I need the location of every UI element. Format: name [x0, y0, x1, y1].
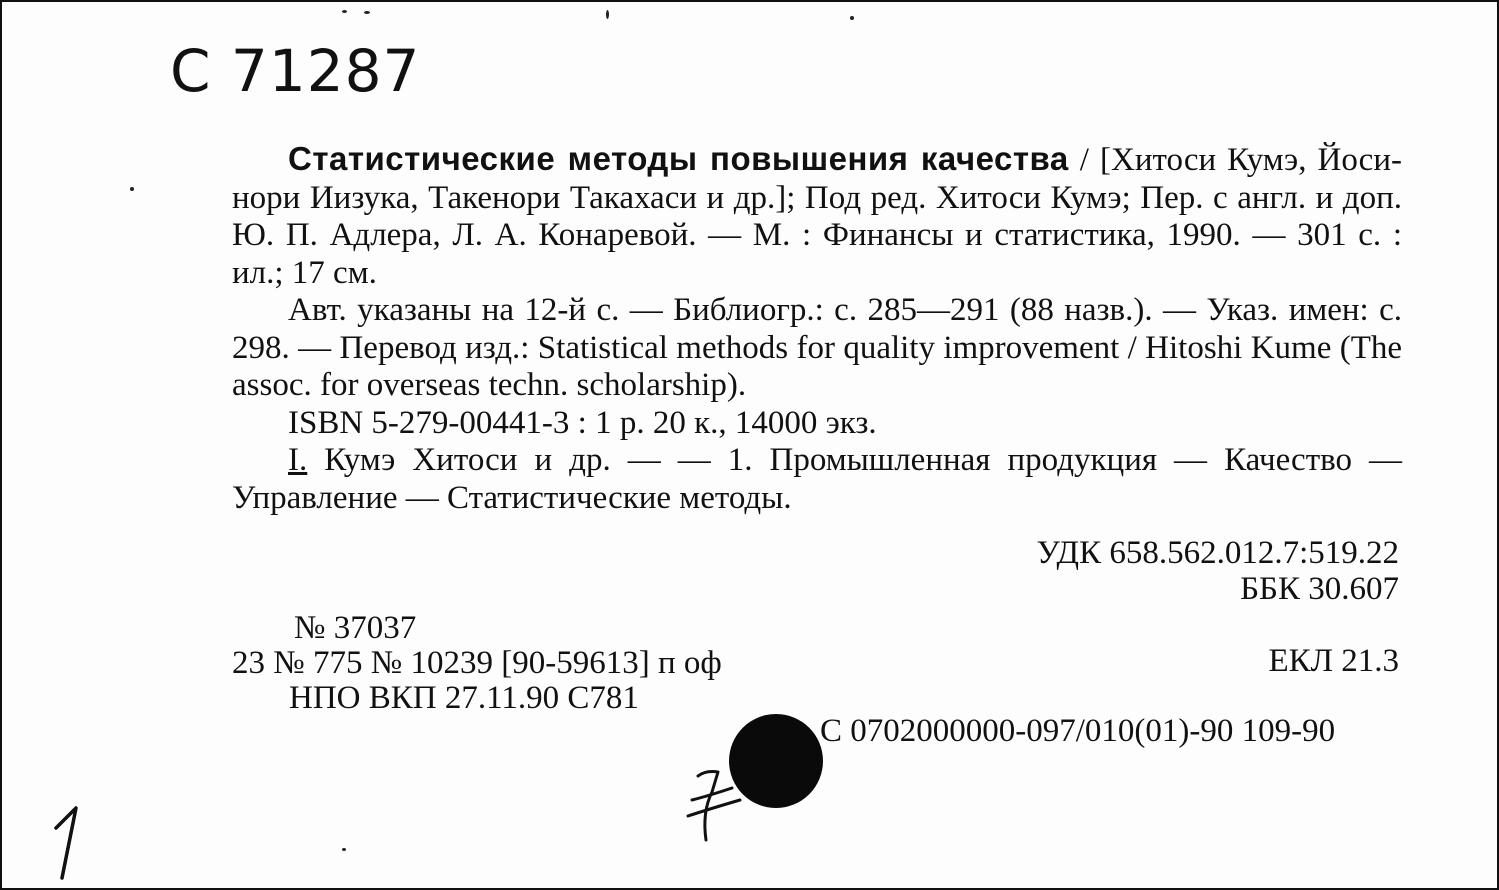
print-speck — [606, 10, 609, 19]
index-code: С 0702000000-097/010(01)-90 109-90 — [820, 713, 1336, 749]
registration-number: № 37037 — [294, 610, 417, 646]
tracings — [232, 442, 1402, 517]
responsibility-statement: / [Хитоси Кумэ, Йоси-нори Иизука, Такенори Такахаси и др.]; Под ред. Хитоси Кумэ; Пер. с англ. и доп. Ю. П. Адлера, Л. А. Конаревой. — М. : Финансы и статистика, 1990. — 301 с. : ил.; 17 см. — [232, 142, 1402, 291]
print-speck — [342, 848, 346, 851]
print-speck — [342, 10, 347, 13]
print-speck — [130, 187, 134, 191]
bibliographic-description — [232, 140, 1402, 517]
print-speck — [364, 11, 370, 14]
tracing-text: Кумэ Хитоси и др. — — 1. Промышленная продукция — Качество — Управление — Статистические методы. — [232, 442, 1402, 516]
notes-paragraph: Авт. указаны на 12-й с. — Библиогр.: с. 285—291 (88 назв.). — Указ. имен: с. 298. — Перевод изд.: Statistical methods for quality improvement / Hitoshi Kume (The assoc. for overseas techn. scholarship). — [232, 292, 1402, 403]
bbk-code: ББК 30.607 — [1240, 571, 1399, 607]
card-number: С 71287 — [170, 37, 421, 105]
handwritten-seven-mark — [678, 762, 748, 847]
tracing-roman: I. — [288, 442, 308, 478]
isbn-line: ISBN 5-279-00441-3 : 1 р. 20 к., 14000 экз. — [288, 404, 877, 441]
handwritten-one-mark — [42, 802, 92, 882]
print-speck — [850, 16, 854, 20]
udk-code: УДК 658.562.012.7:519.22 — [1036, 535, 1399, 571]
book-title: Статистические методы повышения качества — [288, 140, 1069, 177]
ekl-code: ЕКЛ 21.3 — [1268, 643, 1399, 679]
order-line: 23 № 775 № 10239 [90-59613] п оф — [232, 645, 722, 681]
printer-line: НПО ВКП 27.11.90 С781 — [289, 680, 639, 716]
main-entry — [232, 140, 1402, 292]
